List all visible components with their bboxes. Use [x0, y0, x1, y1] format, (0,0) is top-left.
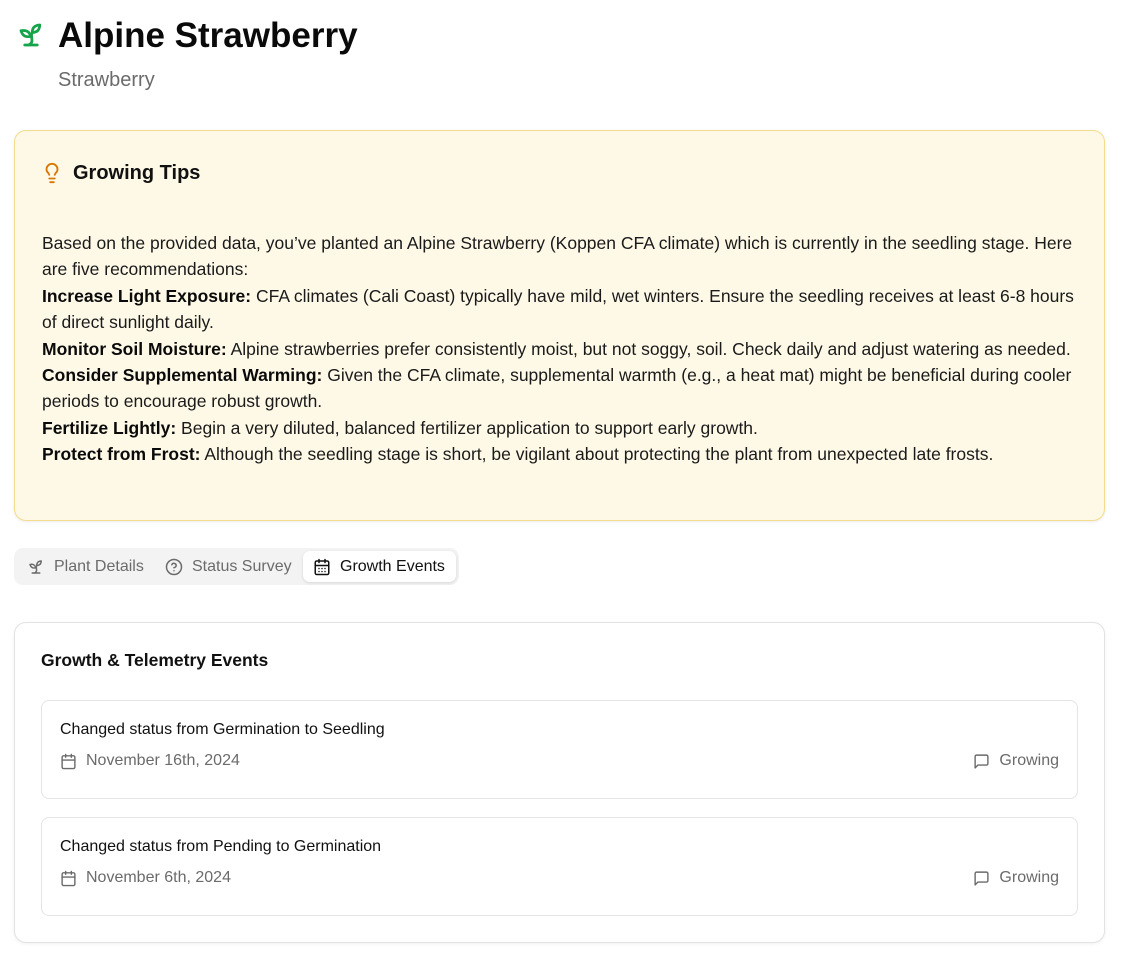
- growing-tips-card: [14, 130, 1105, 521]
- tab-label: Status Survey: [192, 557, 292, 575]
- tip-text: Begin a very diluted, balanced fertilizer application to support early growth.: [176, 417, 758, 438]
- tab-plant-details[interactable]: [17, 551, 155, 582]
- tip-heading: Increase Light Exposure:: [42, 285, 252, 306]
- tip-heading: Monitor Soil Moisture:: [42, 338, 227, 359]
- tip-text: Alpine strawberries prefer consistently moist, but not soggy, soil. Check daily and adjust watering as needed.: [226, 338, 1071, 359]
- help-circle-icon: [165, 558, 183, 576]
- event-status: [973, 751, 1059, 771]
- tip-item: [42, 441, 1087, 467]
- calendar-icon: [313, 558, 331, 576]
- tip-item: [42, 283, 1087, 336]
- calendar-icon: [60, 870, 77, 887]
- event-date: [60, 868, 231, 888]
- event-date-text: November 16th, 2024: [86, 752, 240, 769]
- tip-item: [42, 415, 1087, 441]
- calendar-icon: [60, 753, 77, 770]
- page-title: Alpine Strawberry: [58, 16, 358, 55]
- tab-list: [14, 548, 459, 585]
- tip-heading: Protect from Frost:: [42, 444, 201, 465]
- event-text: Changed status from Pending to Germination: [60, 838, 382, 855]
- growth-events-card: [14, 622, 1105, 943]
- tab-growth-events[interactable]: [303, 551, 456, 582]
- tab-label: Plant Details: [54, 557, 144, 575]
- event-status-text: Growing: [999, 752, 1059, 769]
- message-square-icon: [973, 753, 990, 770]
- event-date: [60, 751, 240, 771]
- tip-text: Given the CFA climate, supplemental warmth (e.g., a heat mat) might be beneficial during cooler periods to encourage robust growth.: [42, 365, 1072, 412]
- tip-heading: Fertilize Lightly:: [42, 417, 177, 438]
- event-item: [41, 700, 1078, 799]
- tab-status-survey[interactable]: [155, 551, 303, 582]
- sprout-icon: [27, 558, 45, 576]
- sprout-icon: [16, 20, 46, 50]
- event-status: [973, 868, 1059, 888]
- tip-item: [42, 336, 1087, 362]
- lightbulb-icon: [41, 161, 63, 185]
- tip-heading: Consider Supplemental Warming:: [42, 365, 323, 386]
- tip-text: CFA climates (Cali Coast) typically have mild, wet winters. Ensure the seedling receives at least 6-8 hours of direct sunlight daily.: [42, 285, 1074, 333]
- plant-header: [16, 14, 616, 94]
- tips-intro: Based on the provided data, you’ve planted an Alpine Strawberry (Koppen CFA climate) which is currently in the seedling stage. Here are five recommendations:: [42, 233, 1073, 280]
- growing-tips-body: [42, 230, 1087, 468]
- tip-text: Although the seedling stage is short, be vigilant about protecting the plant from unexpected late frosts.: [200, 444, 994, 465]
- message-square-icon: [973, 870, 990, 887]
- event-status-text: Growing: [999, 869, 1059, 886]
- event-text: Changed status from Germination to Seedling: [60, 721, 385, 738]
- tab-label: Growth Events: [340, 557, 445, 575]
- page-subtitle: Strawberry: [58, 69, 155, 91]
- event-date-text: November 6th, 2024: [86, 869, 231, 886]
- event-item: [41, 817, 1078, 916]
- tip-item: [42, 362, 1087, 415]
- growing-tips-title: Growing Tips: [73, 162, 201, 184]
- events-title: Growth & Telemetry Events: [41, 650, 269, 670]
